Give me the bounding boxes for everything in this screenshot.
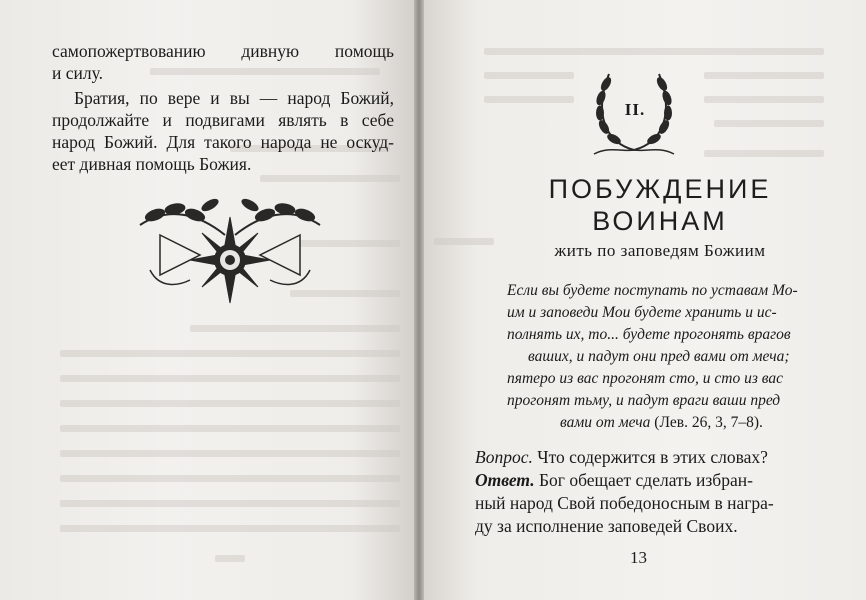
question-line bbox=[475, 446, 835, 469]
question-label: Вопрос. bbox=[475, 447, 533, 467]
answer-label: Ответ. bbox=[475, 470, 535, 490]
quote-last-line bbox=[560, 412, 866, 435]
text-line: и силу. bbox=[52, 63, 103, 83]
chapter-title-line1: ПОБУЖДЕНИЕ bbox=[548, 174, 772, 204]
chapter-number: II. bbox=[624, 100, 646, 119]
quote-line: прогонят тьму, и падут враги ваши пред bbox=[507, 392, 781, 409]
page-number: 13 bbox=[630, 548, 647, 567]
answer-text: Бог обещает сделать избран- bbox=[534, 470, 753, 490]
question-text: Что содержится в этих словах? bbox=[532, 447, 768, 467]
star-order-ornament-icon bbox=[130, 195, 330, 315]
answer-text: ный народ Свой победоносным в награ- bbox=[475, 493, 774, 513]
text-line: еет дивная помощь Божия. bbox=[52, 154, 252, 174]
quote-line: ваших, и падут они пред вами от меча; bbox=[528, 348, 790, 365]
quote-line: Если вы будете поступать по уставам Мо- bbox=[507, 282, 798, 299]
quote-reference: (Лев. 26, 3, 7–8). bbox=[650, 414, 763, 431]
text-line: продолжайте и подвигами являть в себе bbox=[52, 110, 394, 130]
quote-line: пятеро из вас прогонят сто, и сто из вас bbox=[507, 370, 784, 387]
quote-line: вами от меча bbox=[560, 414, 651, 431]
answer-text: ду за исполнение заповедей Своих. bbox=[475, 516, 738, 536]
text-line: самопожертвованию дивную помощь bbox=[52, 41, 394, 61]
answer-line bbox=[475, 469, 835, 492]
text-line: Братия, по вере и вы — народ Божий, bbox=[74, 88, 394, 108]
chapter-title-line2: ВОИНАМ bbox=[592, 206, 728, 236]
quote-line: им и заповеди Мои будете хранить и ис- bbox=[507, 304, 777, 321]
chapter-subtitle: жить по заповедям Божиим bbox=[554, 241, 766, 260]
book-gutter bbox=[414, 0, 424, 600]
text-line: народ Божий. Для такого народа не оскуд- bbox=[52, 132, 394, 152]
quote-line: полнять их, то... будете прогонять врагов bbox=[507, 326, 791, 343]
